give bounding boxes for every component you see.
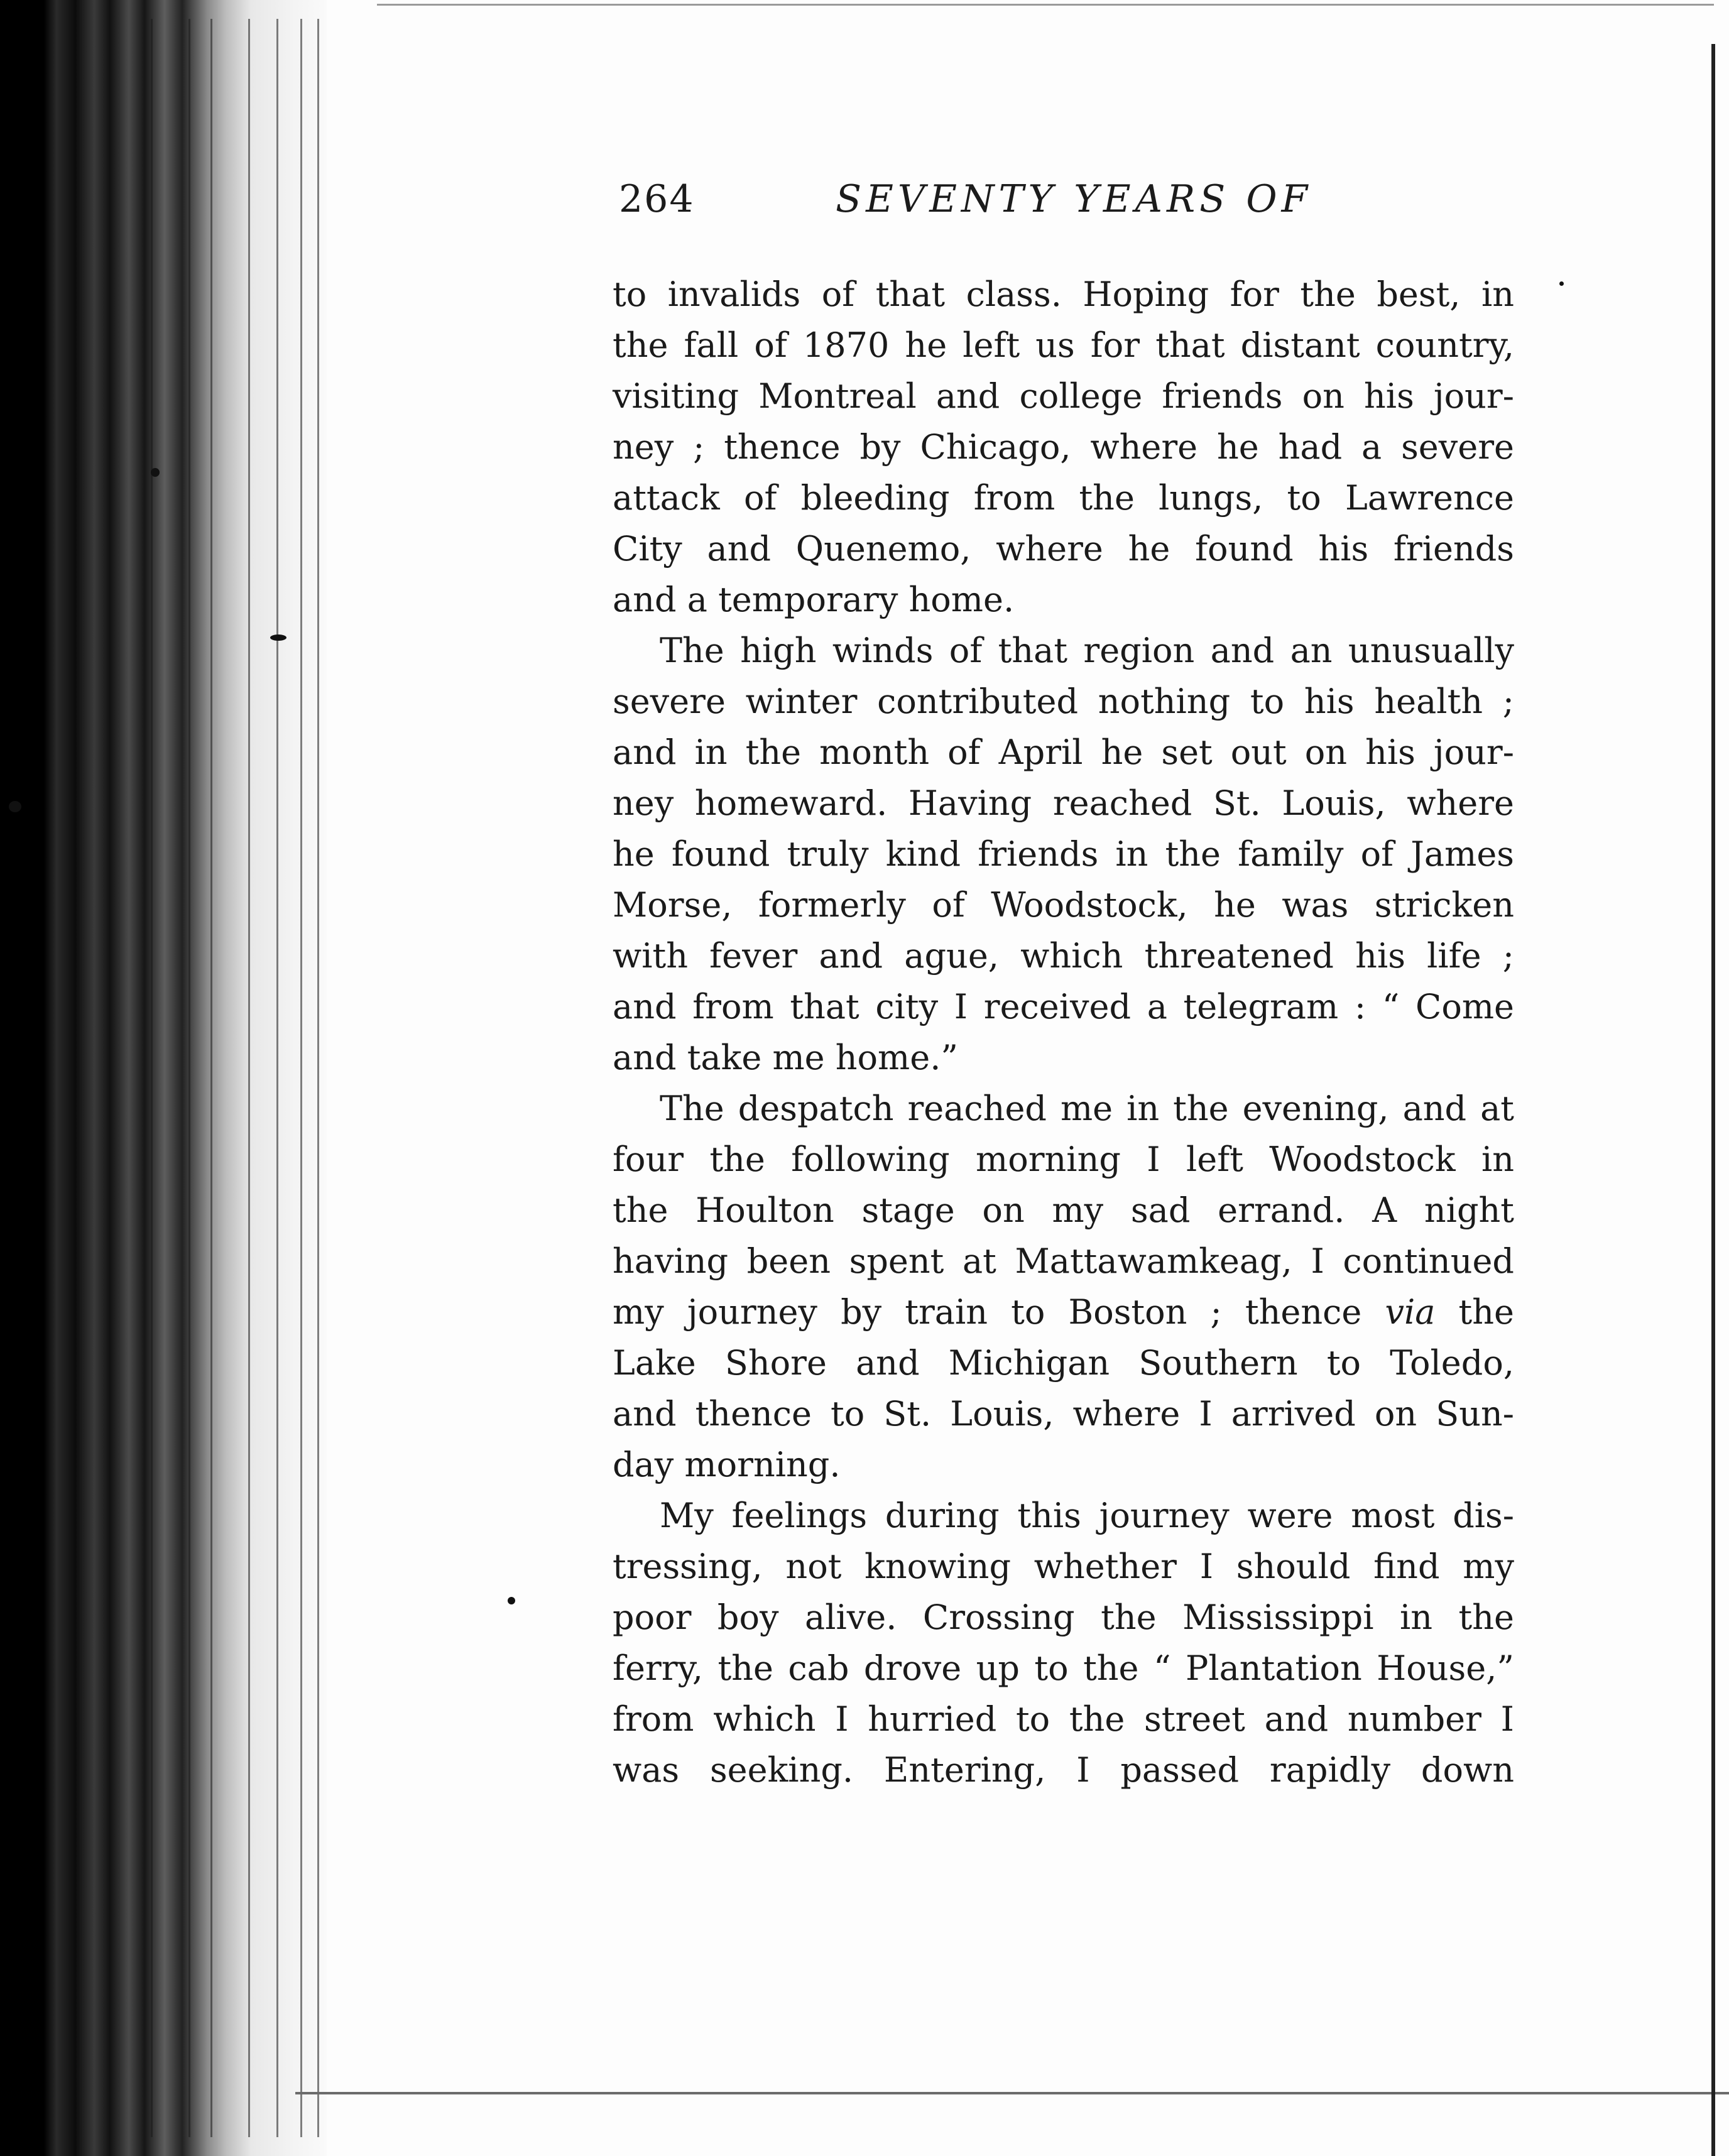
page-edge-line	[188, 19, 190, 2137]
page-edge-line	[151, 19, 153, 2137]
running-head: SEVENTY YEARS OF	[836, 177, 1312, 221]
book-page-edges	[0, 0, 352, 2156]
page-edge-line	[317, 19, 319, 2137]
italic-word: via	[1385, 1292, 1436, 1332]
body-text	[613, 269, 1514, 1795]
page-right-edge	[1711, 44, 1715, 2156]
text-segment: my journey by train to Boston ; thence	[613, 1292, 1385, 1332]
text-line	[613, 1287, 1514, 1337]
text-line: to invalids of that class. Hoping for the best, in	[613, 275, 1514, 314]
page-bottom-edge	[295, 2092, 1729, 2094]
text-line: and a temporary home.	[613, 580, 1015, 619]
text-line: and thence to St. Louis, where I arrived on Sun-	[613, 1394, 1514, 1434]
page-edge-line	[248, 19, 250, 2137]
text-line: and in the month of April he set out on his jour-	[613, 732, 1514, 772]
scan-speck	[1559, 281, 1564, 286]
text-line: My feelings during this journey were most dis-	[660, 1496, 1514, 1535]
page-number: 264	[619, 177, 695, 221]
text-line: ferry, the cab drove up to the “ Plantation House,”	[613, 1648, 1514, 1688]
text-line: The despatch reached me in the evening, and at	[660, 1089, 1514, 1128]
page-edge-line	[276, 19, 278, 2137]
scan-speck	[151, 468, 160, 477]
text-line: he found truly kind friends in the family of James	[613, 834, 1514, 874]
page-top-edge	[377, 4, 1714, 6]
text-line: tressing, not knowing whether I should find my	[613, 1547, 1514, 1586]
text-line: four the following morning I left Woodstock in	[613, 1140, 1514, 1179]
text-line: and take me home.”	[613, 1038, 958, 1077]
text-line: the Houlton stage on my sad errand. A night	[613, 1190, 1514, 1230]
text-line: having been spent at Mattawamkeag, I continued	[613, 1241, 1514, 1281]
text-line: The high winds of that region and an unusually	[660, 631, 1514, 670]
text-line: Morse, formerly of Woodstock, he was stricken	[613, 885, 1514, 925]
text-line: Lake Shore and Michigan Southern to Toledo,	[613, 1343, 1514, 1383]
text-line: ney ; thence by Chicago, where he had a severe	[613, 427, 1514, 467]
text-line: attack of bleeding from the lungs, to Lawrence	[613, 478, 1514, 518]
text-line: poor boy alive. Crossing the Mississippi in the	[613, 1598, 1514, 1637]
text-line: ney homeward. Having reached St. Louis, where	[613, 783, 1514, 823]
text-line: from which I hurried to the street and number I	[613, 1699, 1514, 1739]
text-line: was seeking. Entering, I passed rapidly down	[613, 1750, 1514, 1790]
text-line: the fall of 1870 he left us for that distant country,	[613, 325, 1514, 365]
scan-speck	[270, 634, 286, 641]
text-line: day morning.	[613, 1445, 841, 1484]
page-header	[619, 177, 1310, 221]
text-segment: the	[1435, 1292, 1514, 1332]
text-line: severe winter contributed nothing to his health ;	[613, 682, 1514, 721]
page-edge-line	[300, 19, 302, 2137]
text-line: visiting Montreal and college friends on his jour-	[613, 376, 1514, 416]
page-edge-line	[210, 19, 212, 2137]
text-line: and from that city I received a telegram : “ Come	[613, 987, 1514, 1026]
scan-speck	[9, 801, 21, 812]
text-line: with fever and ague, which threatened his life ;	[613, 936, 1514, 976]
text-line: City and Quenemo, where he found his friends	[613, 529, 1514, 569]
scan-speck	[508, 1597, 515, 1604]
